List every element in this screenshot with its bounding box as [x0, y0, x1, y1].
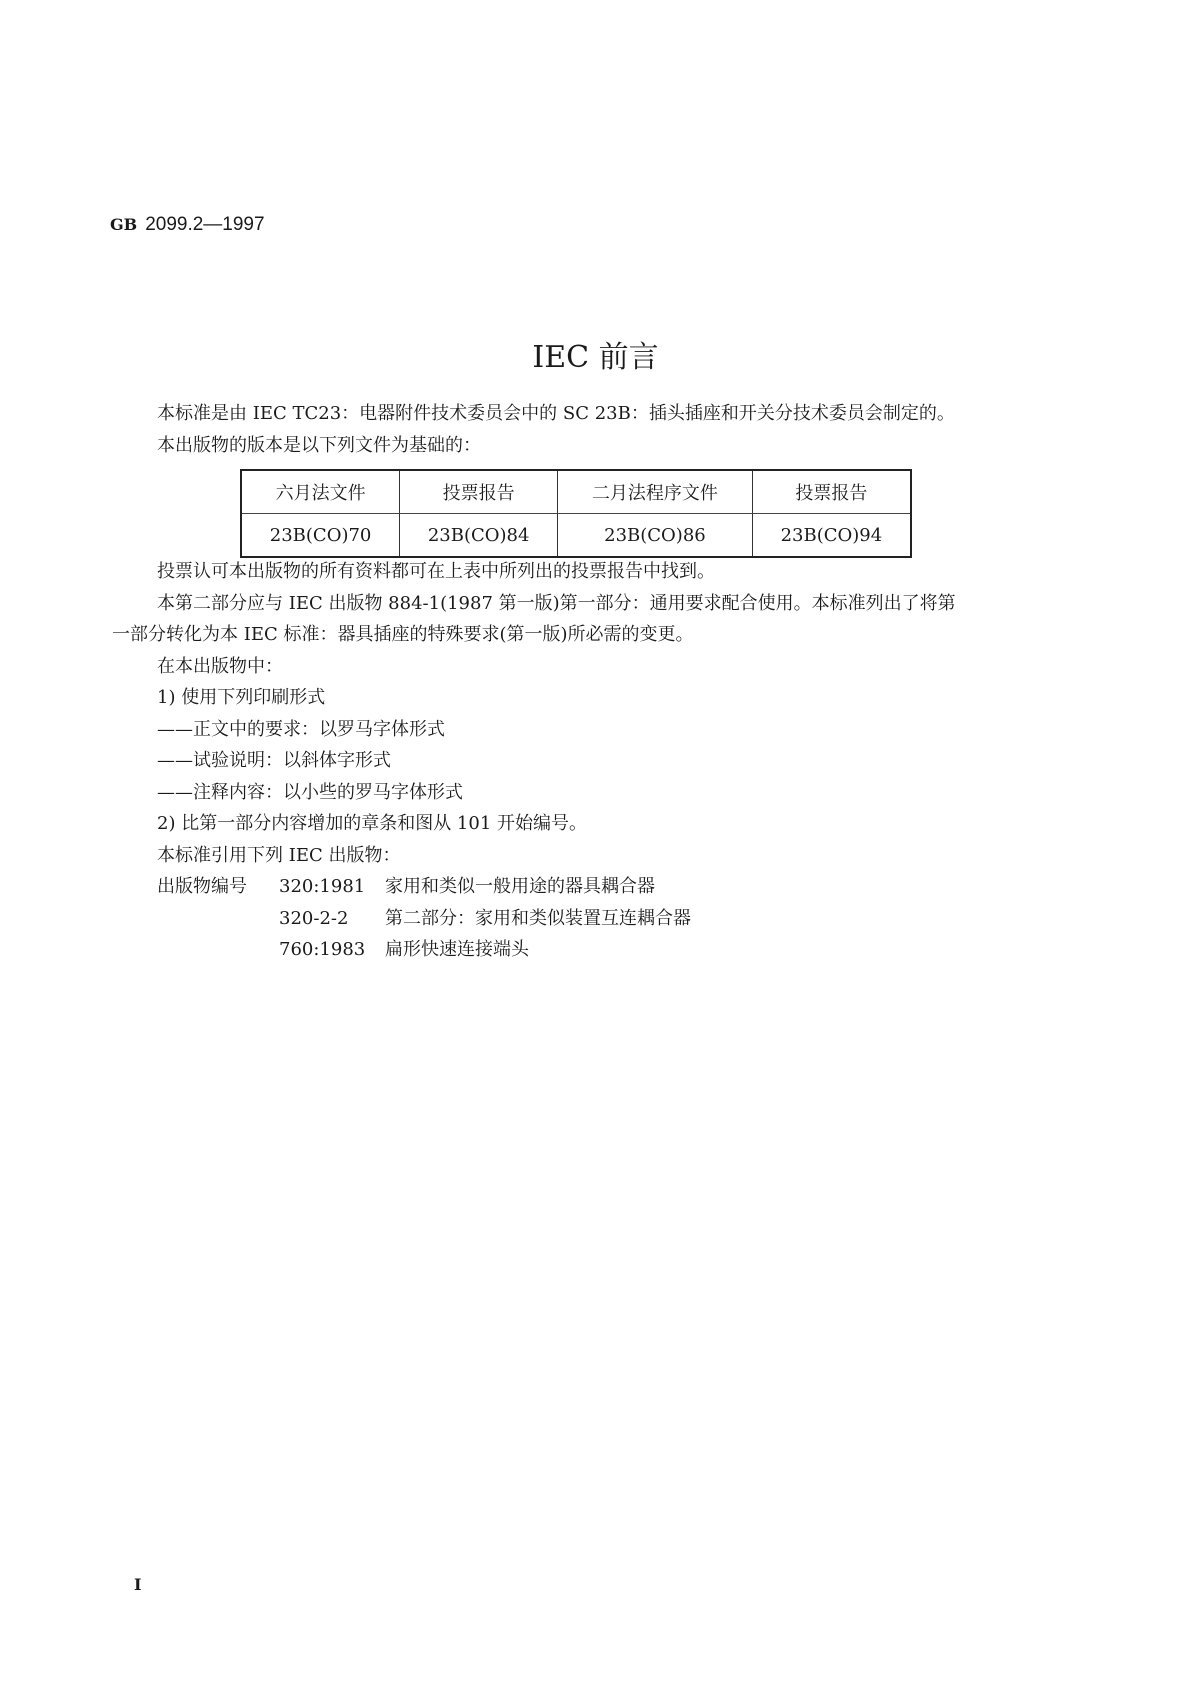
table-cell: 23B(CO)86: [558, 514, 753, 558]
paragraph: 本第二部分应与 IEC 出版物 884-1(1987 第一版)第一部分：通用要求配合使用。本标准列出了将第: [157, 592, 956, 614]
references-list: [157, 871, 956, 966]
intro-paragraph-2: 本出版物的版本是以下列文件为基础的：: [157, 434, 481, 456]
reference-title: 扁形快速连接端头: [385, 939, 529, 960]
table-header-cell: 六月法文件: [241, 470, 400, 514]
reference-number: 320:1981: [279, 876, 366, 897]
intro: [157, 398, 955, 461]
table-cell: 23B(CO)70: [241, 514, 400, 558]
paragraph: 本标准引用下列 IEC 出版物：: [157, 844, 401, 866]
list-item: 1) 使用下列印刷形式: [157, 687, 326, 708]
table-header-cell: 投票报告: [400, 470, 558, 514]
table-row: [241, 514, 911, 558]
reference-number: 760:1983: [279, 939, 366, 960]
gb-prefix: GB: [110, 215, 138, 234]
table-header-cell: 二月法程序文件: [558, 470, 753, 514]
reference-number: 320-2-2: [279, 907, 349, 929]
table-header-row: [241, 470, 911, 514]
document-basis-table: [240, 469, 912, 558]
table-cell: 23B(CO)84: [400, 514, 558, 558]
reference-title: 家用和类似一般用途的器具耦合器: [385, 876, 655, 897]
paragraph-continuation: 一部分转化为本 IEC 标准：器具插座的特殊要求(第一版)所必需的变更。: [112, 624, 694, 645]
dash-item: ——注释内容：以小些的罗马字体形式: [157, 781, 463, 803]
body-text: [112, 556, 956, 966]
table-header-cell: 投票报告: [752, 470, 911, 514]
page-title: IEC 前言: [532, 340, 659, 375]
dash-item: ——正文中的要求：以罗马字体形式: [157, 718, 445, 740]
standard-number-header: [110, 214, 265, 236]
standard-number: 2099.2—1997: [145, 214, 265, 235]
reference-title: 第二部分：家用和类似装置互连耦合器: [385, 907, 691, 929]
table-cell: 23B(CO)94: [752, 514, 911, 558]
dash-item: ——试验说明：以斜体字形式: [157, 750, 391, 771]
intro-paragraph-1: 本标准是由 IEC TC23：电器附件技术委员会中的 SC 23B：插头插座和开关分技术委员会制定的。: [157, 403, 955, 424]
list-item: 2) 比第一部分内容增加的章条和图从 101 开始编号。: [157, 813, 587, 834]
paragraph: 在本出版物中：: [157, 655, 283, 677]
references-label: 出版物编号: [157, 876, 247, 897]
paragraph: 投票认可本出版物的所有资料都可在上表中所列出的投票报告中找到。: [157, 561, 715, 582]
page-number: I: [134, 1575, 142, 1594]
